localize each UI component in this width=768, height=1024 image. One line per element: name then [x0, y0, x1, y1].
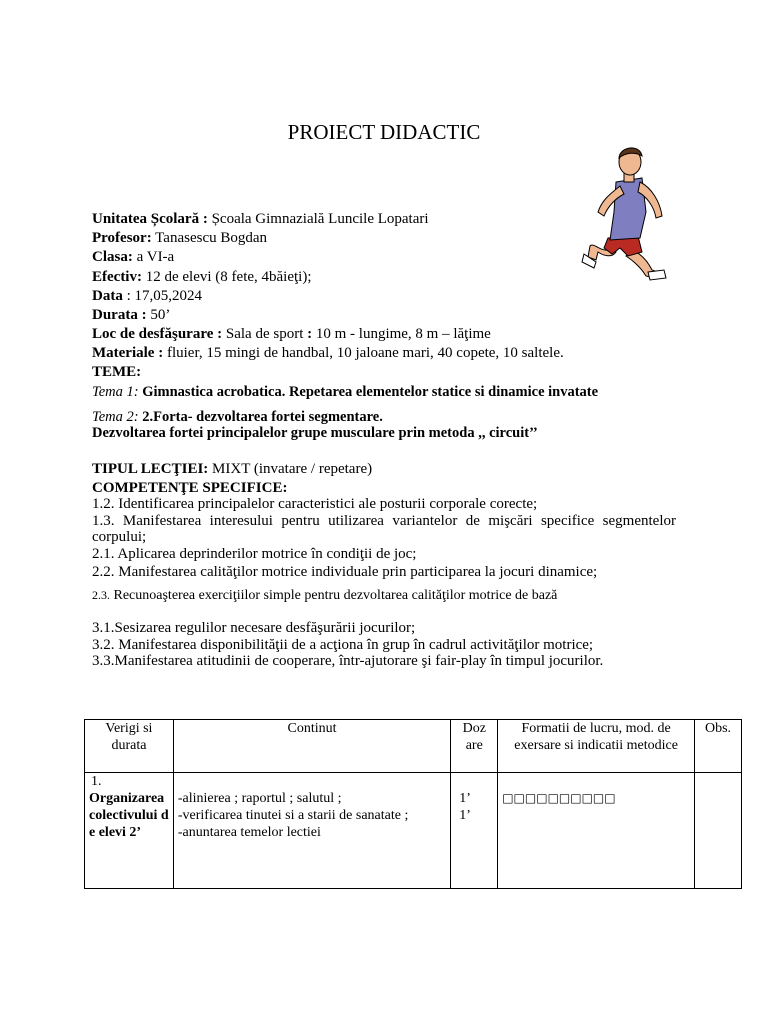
tema-1: Tema 1: Gimnastica acrobatica. Repetarea elementelor statice si dinamice invatate [92, 384, 599, 400]
data-line: Data : 17,05,2024 [92, 288, 202, 304]
dozare-cell [451, 773, 498, 889]
formatii-cell [498, 773, 695, 889]
lesson-plan-table [84, 719, 742, 889]
formation-symbols: □□□□□□□□□□ [502, 791, 616, 805]
dozare-value: 1’ [459, 791, 471, 806]
competenta-2-2: 2.2. Manifestarea calităţilor motrice individuale prin participarea la jocuri dinamice; [92, 564, 598, 580]
teme-heading: TEME: [92, 364, 142, 380]
tema-2-line2: Dezvoltarea fortei principalelor grupe musculare prin metoda ,, circuit’’ [92, 425, 538, 441]
tipul-lectiei: TIPUL LECŢIEI: MIXT (invatare / repetare) [92, 461, 373, 477]
header-obs: Obs. [695, 720, 742, 773]
header-formatii: Formatii de lucru, mod. de exersare si indicatii metodice [498, 720, 695, 773]
table-row [85, 773, 742, 889]
header-dozare: Doz are [451, 720, 498, 773]
tema-2: Tema 2: 2.Forta- dezvoltarea fortei segmentare. [92, 409, 383, 425]
competenta-1-2: 1.2. Identificarea principalelor caracteristici ale posturii corporale corecte; [92, 496, 538, 512]
obs-cell [695, 773, 742, 889]
header-verigi: Verigi si durata [85, 720, 174, 773]
continut-cell [173, 773, 450, 889]
competenta-3-2: 3.2. Manifestarea disponibilităţii de a acţiona în grup în cadrul activităţilor motrice; [92, 637, 594, 653]
competente-heading: COMPETENŢE SPECIFICE: [92, 480, 288, 496]
durata-line: Durata : 50’ [92, 307, 171, 323]
veriga-name: Organizarea colectivului de elevi 2’ [89, 791, 169, 840]
continut-item: -verificarea tinutei si a starii de sanatate ; [177, 808, 409, 823]
materiale-line: Materiale : fluier, 15 mingi de handbal, 10 jaloane mari, 40 copete, 10 saltele. [92, 345, 564, 361]
competenta-2-1: 2.1. Aplicarea deprinderilor motrice în condiţii de joc; [92, 546, 417, 562]
competenta-3-1: 3.1.Sesizarea regulilor necesare desfăşurării jocurilor; [92, 620, 416, 636]
competenta-1-3: 1.3. Manifestarea interesului pentru utilizarea variantelor de mişcări specifice segmentelor corpului; [92, 513, 676, 545]
competenta-2-3: 2.3. Recunoaşterea exerciţiilor simple pentru dezvoltarea calităţilor motrice de bază [92, 588, 558, 603]
clasa-line: Clasa: a VI-a [92, 249, 175, 265]
loc-line: Loc de desfăşurare : Sala de sport : 10 m - lungime, 8 m – lăţime [92, 326, 491, 342]
running-athlete-icon [580, 142, 675, 282]
profesor-line: Profesor: Tanasescu Bogdan [92, 230, 268, 246]
veriga-cell [85, 773, 174, 889]
competenta-3-3: 3.3.Manifestarea atitudinii de cooperare, într-ajutorare şi fair-play în timpul jocurilor. [92, 653, 604, 669]
page-title: PROIECT DIDACTIC [287, 120, 481, 144]
dozare-value: 1’ [459, 808, 471, 823]
continut-item: -alinierea ; raportul ; salutul ; [177, 791, 342, 806]
efectiv-line: Efectiv: 12 de elevi (8 fete, 4băieţi); [92, 269, 312, 285]
table-header-row [85, 720, 742, 773]
header-continut: Continut [173, 720, 450, 773]
unitate-line: Unitatea Școlară : Școala Gimnazială Luncile Lopatari [92, 211, 429, 227]
veriga-number: 1. [91, 774, 102, 789]
continut-item: -anuntarea temelor lectiei [177, 825, 321, 840]
